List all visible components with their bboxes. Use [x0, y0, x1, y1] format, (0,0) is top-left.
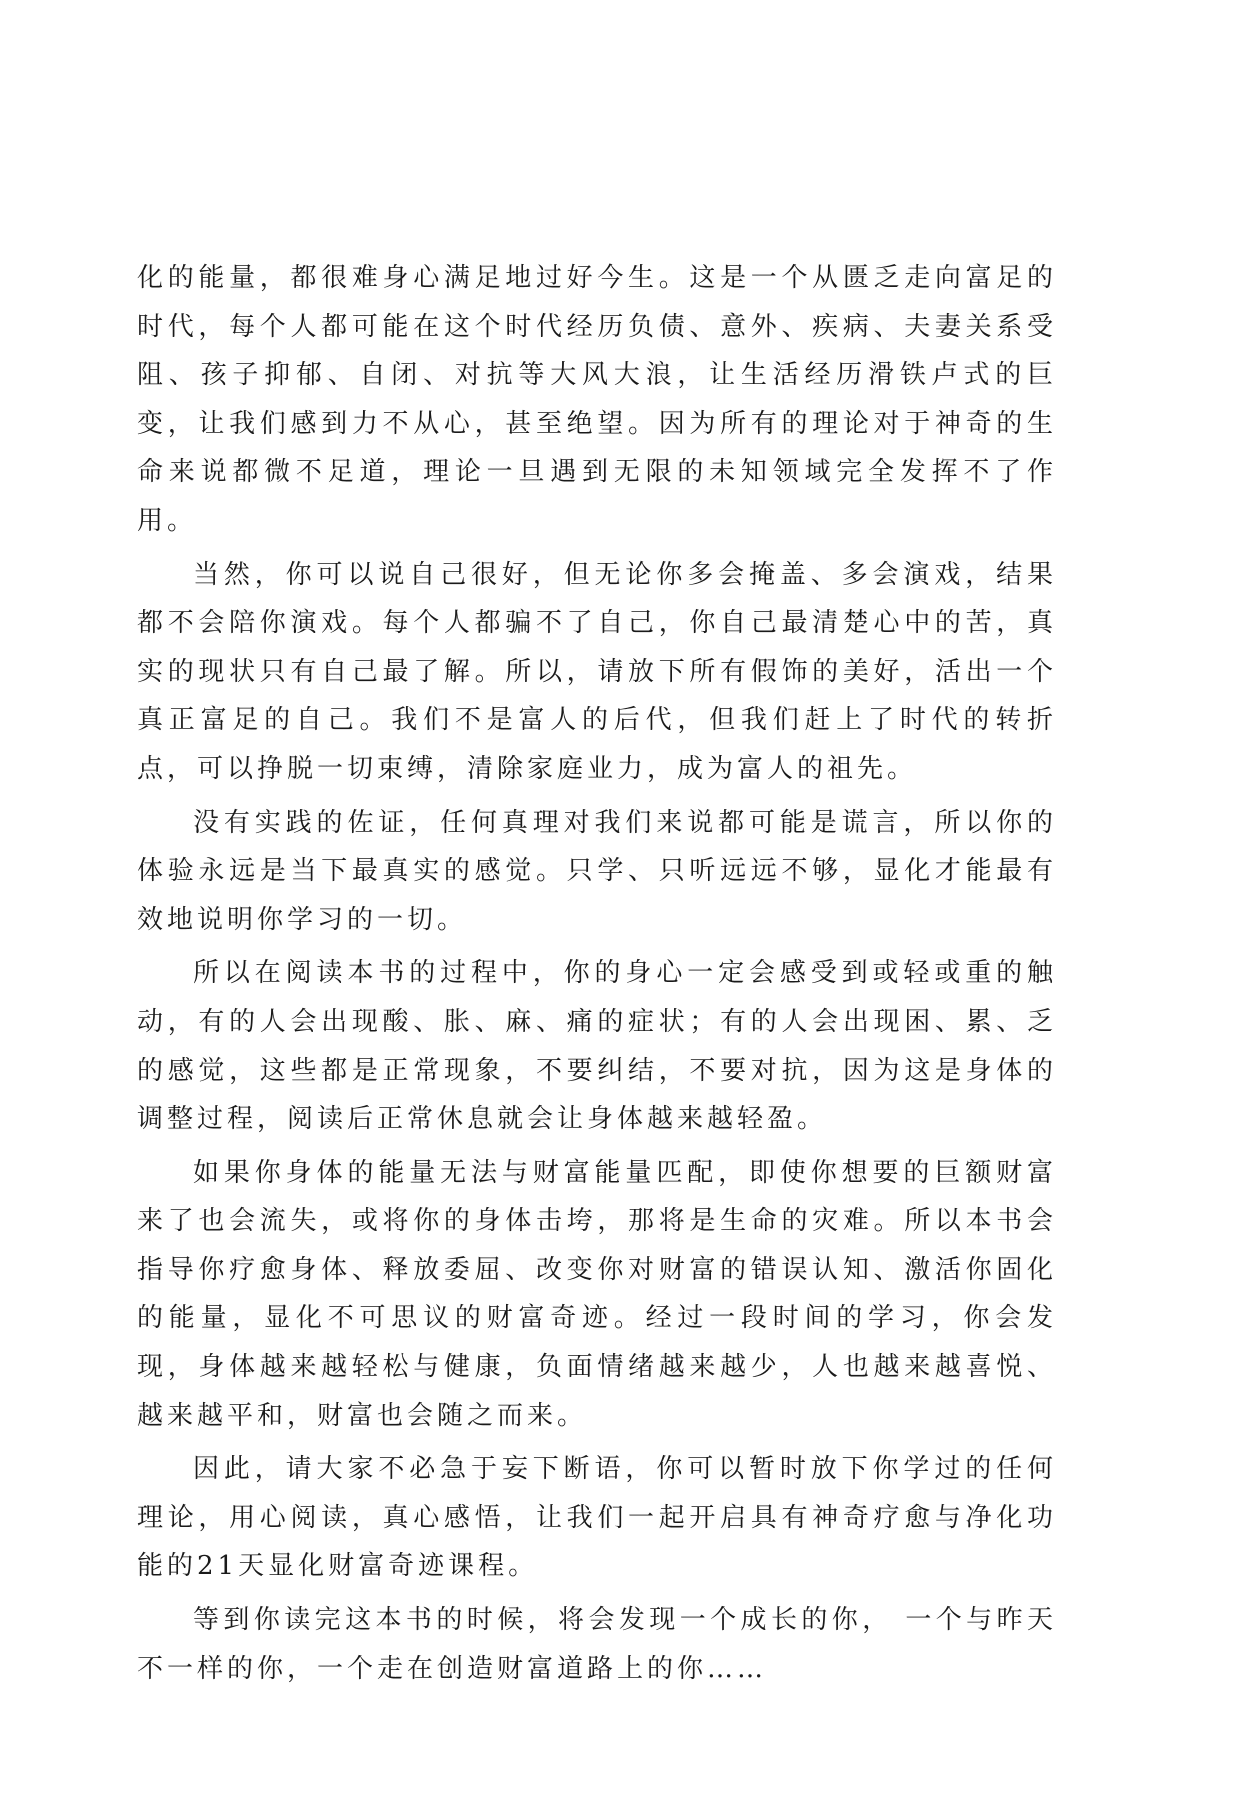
paragraph-5: 如果你身体的能量无法与财富能量匹配，即使你想要的巨额财富来了也会流失，或将你的身体击垮，那将是生命的灾难。所以本书会指导你疗愈身体、释放委屈、改变你对财富的错误认知、激活你固化的能量，显化不可思议的财富奇迹。经过一段时间的学习，你会发现，身体越来越轻松与健康，负面情绪越来越少，人也越来越喜悦、越来越平和，财富也会随之而来。 — [137, 1157, 1057, 1431]
paragraph-1: 化的能量，都很难身心满足地过好今生。这是一个从匮乏走向富足的时代，每个人都可能在这个时代经历负债、意外、疾病、夫妻关系受阻、孩子抑郁、自闭、对抗等大风大浪，让生活经历滑铁卢式的巨变，让我们感到力不从心，甚至绝望。因为所有的理论对于神奇的生命来说都微不足道，理论一旦遇到无限的未知领域完全发挥不了作用。 — [137, 263, 1057, 536]
body-text — [137, 254, 1057, 1693]
paragraph-2: 当然，你可以说自己很好，但无论你多会掩盖、多会演戏，结果都不会陪你演戏。每个人都骗不了自己，你自己最清楚心中的苦，真实的现状只有自己最了解。所以，请放下所有假饰的美好，活出一个真正富足的自己。我们不是富人的后代，但我们赶上了时代的转折点，可以挣脱一切束缚，清除家庭业力，成为富人的祖先。 — [137, 559, 1057, 784]
paragraph-3: 没有实践的佐证，任何真理对我们来说都可能是谎言，所以你的体验永远是当下最真实的感觉。只学、只听远远不够，显化才能最有效地说明你学习的一切。 — [137, 807, 1057, 935]
paragraph-7: 等到你读完这本书的时候，将会发现一个成长的你， 一个与昨天不一样的你，一个走在创造财富道路上的你…… — [137, 1605, 1057, 1684]
paragraph-6: 因此，请大家不必急于妄下断语，你可以暂时放下你学过的任何理论，用心阅读，真心感悟，让我们一起开启具有神奇疗愈与净化功能的21天显化财富奇迹课程。 — [137, 1454, 1057, 1582]
paragraph-4: 所以在阅读本书的过程中，你的身心一定会感受到或轻或重的触动，有的人会出现酸、胀、麻、痛的症状；有的人会出现困、累、乏的感觉，这些都是正常现象，不要纠结，不要对抗，因为这是身体的调整过程，阅读后正常休息就会让身体越来越轻盈。 — [137, 958, 1057, 1135]
